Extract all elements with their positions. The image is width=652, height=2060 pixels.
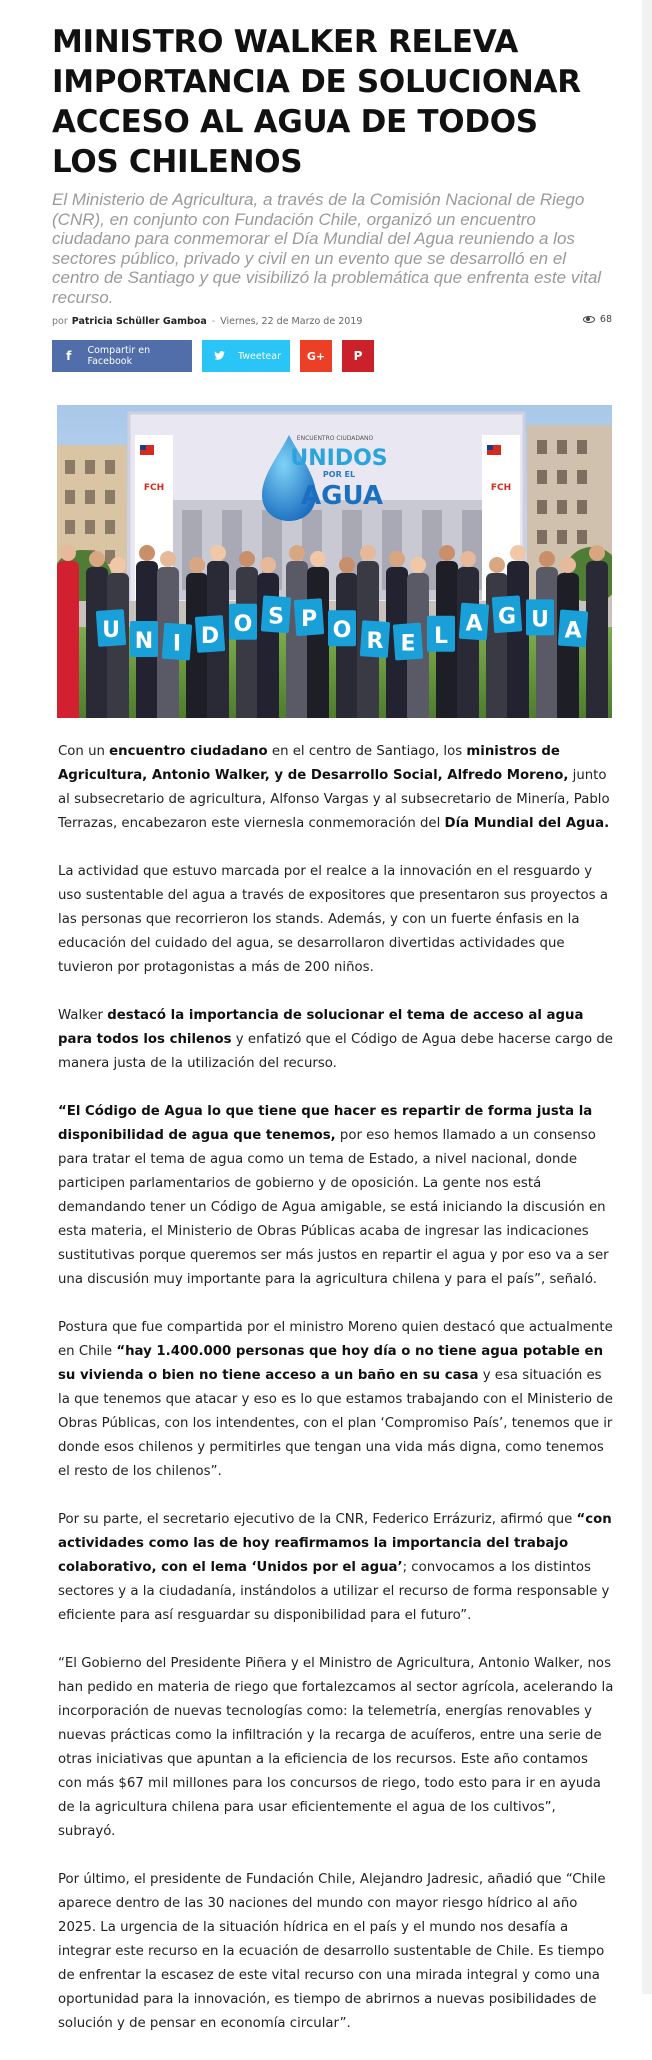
banner-unidos: UNIDOS: [290, 446, 388, 471]
person-body: [507, 561, 529, 718]
article-subtitle: El Ministerio de Agricultura, a través de la Comisión Nacional de Riego (CNR), en conjunto con Fundación Chile, organizó un encuentro ciudadano para conmemorar el Día Mundial del Agua reuniendo a los sectores público, privado y civil en un evento que se desarrolló en el centro de Santiago y que visibilizó la problemática que enfrenta este vital recurso.: [52, 190, 602, 307]
right-scroll-rail: [642, 0, 652, 1994]
banner-por-el: POR EL: [322, 470, 356, 479]
letter-sign-text: P: [300, 607, 318, 633]
pinterest-icon: P: [353, 349, 363, 363]
person-head: [260, 557, 276, 573]
letter-sign-text: G: [497, 604, 517, 630]
person-head: [589, 545, 605, 561]
person-head: [560, 557, 576, 573]
person-head: [489, 557, 505, 573]
share-facebook-button[interactable]: [52, 340, 192, 372]
article-meta: [52, 314, 612, 328]
paragraph-8: Por último, el presidente de Fundación Chile, Alejandro Jadresic, añadió que “Chile aparece dentro de las 30 naciones del mundo con mayor riesgo hídrico al año 2025. La urgencia de la situación hídrica en el país y el mundo nos desafía a integrar este recurso en la ecuación de desarrollo sustentable de Chile. Es tiempo de enfrentar la escasez de este vital recurso con una mirada integral y como una oportunidad para la innovación, es tiempo de abrirnos a nuevas posibilidades de solución y de pensar en economía circular”.: [58, 1872, 606, 2031]
person-head: [60, 545, 76, 561]
meta-separator: -: [211, 315, 216, 327]
person-head: [160, 551, 176, 567]
letter-sign-text: E: [400, 631, 416, 657]
person-body: [57, 561, 79, 718]
person-head: [389, 551, 405, 567]
share-twitter-label: Tweetear: [238, 350, 281, 362]
author-prefix: por: [52, 315, 68, 327]
person-head: [360, 545, 376, 561]
letter-sign-text: D: [200, 623, 220, 649]
person-head: [139, 545, 155, 561]
publish-date: Viernes, 22 de Marzo de 2019: [220, 315, 363, 327]
person-head: [460, 551, 476, 567]
person-body: [486, 573, 508, 718]
person-head: [410, 557, 426, 573]
view-count-value: 68: [599, 314, 612, 325]
person-head: [539, 551, 555, 567]
person-head: [310, 551, 326, 567]
person-body: [586, 561, 608, 718]
twitter-icon: [214, 349, 224, 363]
person-head: [89, 551, 105, 567]
fch-logo-left: FCH: [143, 483, 165, 493]
letter-sign-text: I: [172, 631, 182, 657]
paragraph-1: Con un encuentro ciudadano en el centro de Santiago, los ministros de Agricultura, Antonio Walker, y de Desarrollo Social, Alfredo Moreno, junto al subsecretario de agricultura, Alfonso Vargas y al subsecretario de Minería, Pablo Terrazas, encabezaron este viernesla conmemoración del Día Mundial del Agua.: [58, 744, 610, 831]
letter-sign-text: A: [465, 611, 483, 637]
banner-agua: AGUA: [301, 481, 383, 511]
eye-icon: [583, 316, 595, 323]
person-body: [536, 567, 558, 718]
letter-sign-text: R: [366, 629, 384, 655]
banner-small-text: ENCUENTRO CIUDADANO: [296, 435, 374, 442]
article-photo: [57, 405, 612, 718]
person-body: [233, 567, 258, 718]
letter-sign-text: U: [102, 618, 120, 643]
author-link[interactable]: Patricia Schüller Gamboa: [71, 315, 207, 327]
person-head: [439, 545, 455, 561]
fch-logo-right: FCH: [490, 483, 512, 493]
person-head: [239, 551, 255, 567]
share-twitter-button[interactable]: [202, 340, 290, 372]
person-head: [289, 545, 305, 561]
share-facebook-label: Compartir en Facebook: [87, 345, 151, 367]
share-googleplus-button[interactable]: [300, 340, 332, 372]
letter-sign-text: O: [233, 611, 253, 637]
person-head: [210, 545, 226, 561]
paragraph-4: “El Código de Agua lo que tiene que hacer es repartir de forma justa la disponibilidad de agua que tenemos, por eso hemos llamado a un consenso para tratar el tema de agua como un tema de Estado, a nivel nacional, donde participen parlamentarios de gobierno y de oposición. La gente nos está demandando tener un Código de Agua amigable, se está iniciando la discusión en esta materia, el Ministerio de Obras Públicas acaba de ingresar las indicaciones sustitutivas porque queremos ser más justos en repartir el agua y por eso va a ser una discusión muy importante para la agricultura chilena y para el país”, señaló.: [58, 1104, 609, 1287]
person-head: [189, 557, 205, 573]
letter-sign-text: O: [332, 618, 352, 644]
article-title: MINISTRO WALKER RELEVA IMPORTANCIA DE SOLUCIONAR ACCESO AL AGUA DE TODOS LOS CHILENOS: [52, 24, 581, 180]
event-photo-illustration: [57, 405, 612, 718]
paragraph-3: Walker destacó la importancia de solucionar el tema de acceso al agua para todos los chilenos y enfatizó que el Código de Agua debe hacerse cargo de manera justa de la utilización del recurso.: [58, 1008, 613, 1071]
paragraph-7: “El Gobierno del Presidente Piñera y el Ministro de Agricultura, Antonio Walker, nos han pedido en materia de riego que fortalezcamos al sector agrícola, acelerando la incorporación de nuevas tecnologías como: la telemetría, energías renovables y nuevas prácticas como la infiltración y la recarga de acuíferos, entre una serie de otras iniciativas que apuntan a la eficiencia de los recursos. Este año contamos con más $67 mil millones para los concursos de riego, todo esto para ir en ayuda de la agricultura chilena para usar eficientemente el agua de los cultivos”, subrayó.: [58, 1656, 614, 1839]
person-body: [307, 567, 329, 718]
share-pinterest-button[interactable]: [342, 340, 374, 372]
view-count: [583, 314, 612, 325]
paragraph-5: Postura que fue compartida por el ministro Moreno quien destacó que actualmente en Chile “hay 1.400.000 personas que hoy día o no tiene agua potable en su vivienda o bien no tiene acceso a un baño en su casa y esa situación es la que tenemos que atacar y eso es lo que estamos trabajando con el Ministerio de Obras Públicas, con los intendentes, con el plan ‘Compromiso País’, tenemos que ir donde esos chilenos y permitirles que tengan una vida más digna, como tenemos el resto de los chilenos”.: [58, 1320, 613, 1479]
paragraph-2: La actividad que estuvo marcada por el realce a la innovación en el resguardo y uso sustentable del agua a través de expositores que presentaron sus proyectos a las personas que recorrieron los stands. Además, y con un fuerte énfasis en la educación del cuidado del agua, se desarrollaron divertidas actividades que tuvieron por protagonistas a más de 200 niños.: [58, 864, 608, 975]
person-body: [457, 567, 479, 718]
letter-sign-text: U: [531, 607, 549, 633]
person-body: [257, 573, 279, 718]
person-head: [339, 557, 355, 573]
facebook-icon: f: [66, 349, 72, 363]
person-head: [510, 545, 526, 561]
share-bar: [52, 340, 374, 372]
person-body: [286, 561, 308, 718]
letter-sign-text: A: [564, 618, 582, 644]
letter-sign-text: N: [134, 628, 154, 654]
googleplus-icon: G+: [306, 349, 326, 363]
paragraph-6: Por su parte, el secretario ejecutivo de la CNR, Federico Errázuriz, afirmó que “con actividades como las de hoy reafirmamos la importancia del trabajo colaborativo, con el lema ‘Unidos por el agua’; convocamos a los distintos sectores y a la ciudadanía, instándolos a utilizar el recurso de forma responsable y eficiente para así resguardar su disponibilidad para el futuro”.: [58, 1512, 612, 1623]
article-body: [58, 740, 614, 2060]
letter-sign-text: L: [433, 623, 449, 649]
letter-sign-text: S: [268, 604, 284, 630]
person-head: [110, 557, 126, 573]
